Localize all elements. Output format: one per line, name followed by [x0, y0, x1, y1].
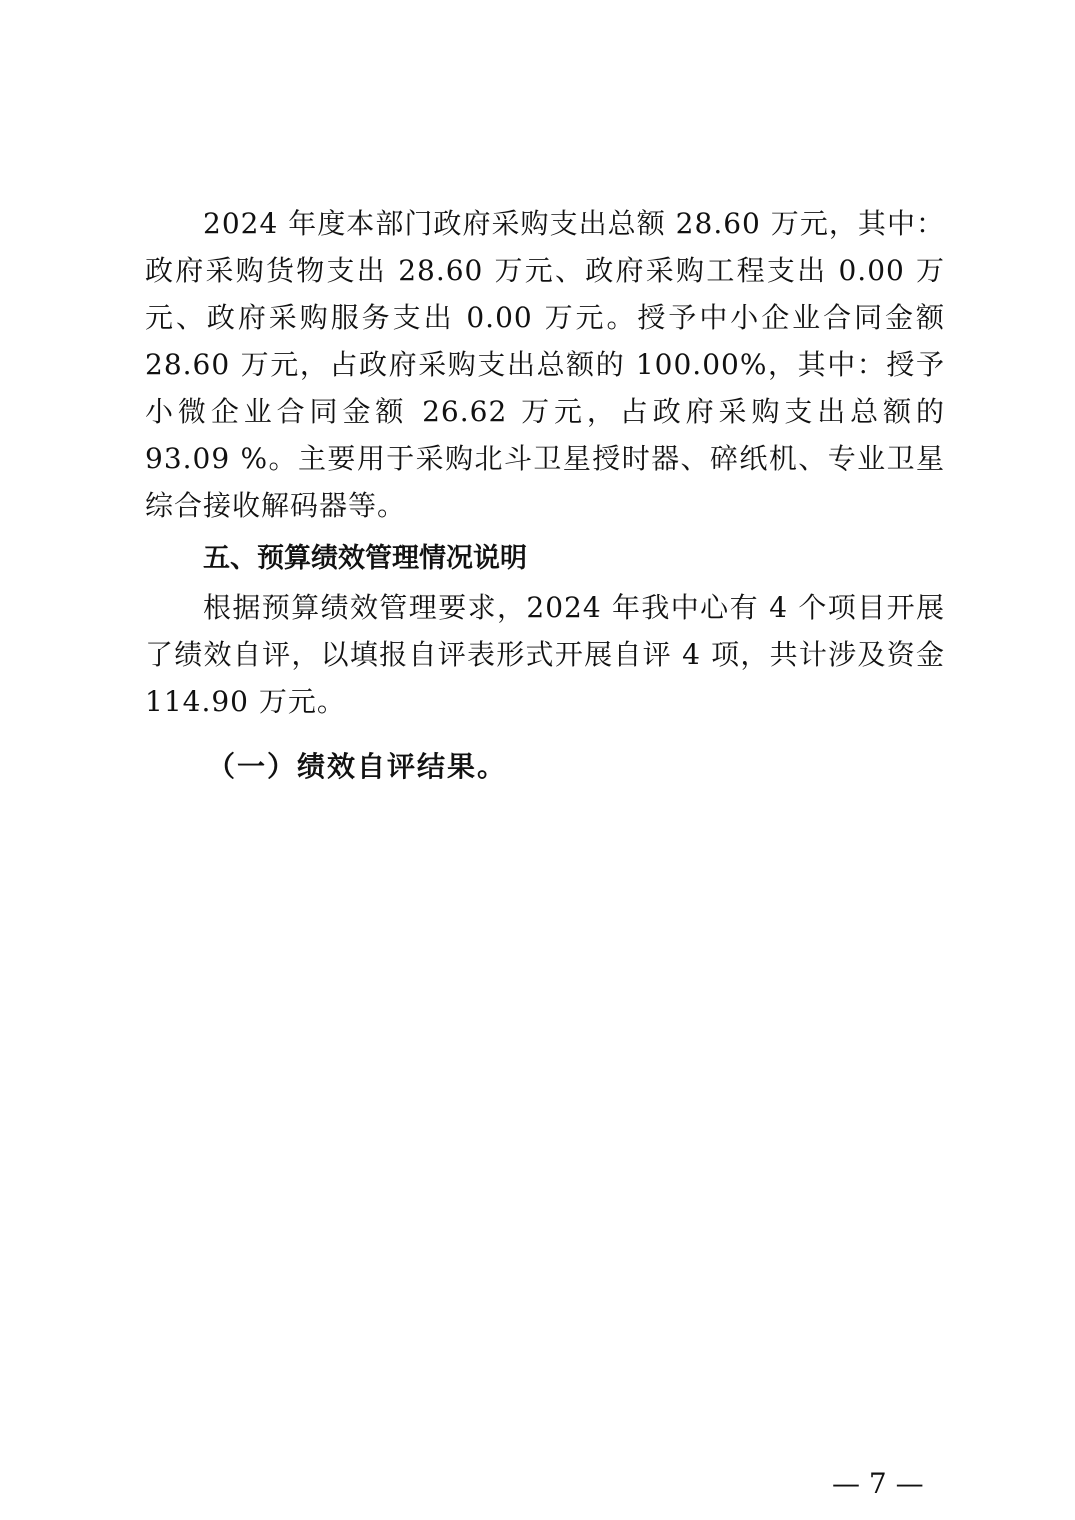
- page-number: — 7 —: [832, 1467, 924, 1500]
- subsection-heading: （一）绩效自评结果。: [207, 750, 508, 783]
- paragraph-procurement: 2024 年度本部门政府采购支出总额 28.60 万元，其中：政府采购货物支出 28.60 万元、政府采购工程支出 0.00 万元、政府采购服务支出 0.00 万元。授予中小企业合同金额 28.60 万元，占政府采购支出总额的 100.00%，其中：授予小微企业合同金额 26.62 万元，占政府采购支出总额的 93.09 %。主要用于采购北斗卫星授时器、碎纸机、专业卫星综合接收解码器等。: [145, 207, 945, 522]
- section-heading: 五、预算绩效管理情况说明: [203, 543, 527, 574]
- document-body: [145, 200, 945, 790]
- paragraph-performance: 根据预算绩效管理要求，2024 年我中心有 4 个项目开展了绩效自评，以填报自评表形式开展自评 4 项，共计涉及资金 114.90 万元。: [145, 591, 945, 718]
